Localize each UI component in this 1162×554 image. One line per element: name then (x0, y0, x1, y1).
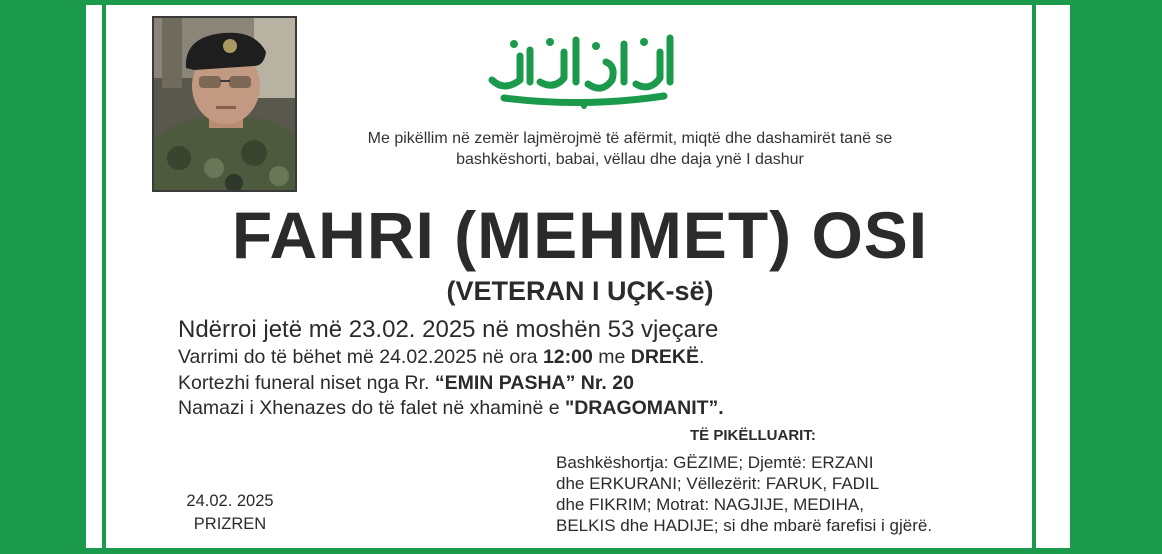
burial-prefix: Varrimi do të bëhet më 24.02.2025 në ora (178, 346, 543, 368)
intro-line-1: Me pikëllim në zemër lajmërojmë të afërmit, miqtë dhe dashamirët tanë se (367, 130, 893, 147)
mourners-line-2: dhe ERKURANI; Vëllezërit: FARUK, FADIL (556, 474, 880, 493)
footer-date: 24.02. 2025 (186, 492, 274, 510)
bottom-green-border (86, 548, 1070, 554)
prayer-mosque: "DRAGOMANIT”. (564, 397, 724, 419)
burial-time: 12:00 (542, 346, 593, 368)
burial-when: DREKË (630, 346, 700, 368)
prayer-prefix: Namazi i Xhenazes do të falet në xhaminë e (178, 397, 565, 419)
left-green-band (0, 0, 86, 554)
death-notice: Ndërroi jetë më 23.02. 2025 në moshën 53 vjeçare (178, 316, 719, 343)
portrait-photo-icon (154, 18, 295, 190)
deceased-title: (VETERAN I UÇK-së) (446, 276, 714, 306)
right-green-band (1070, 0, 1162, 554)
deceased-name: FAHRI (MEHMET) OSI (231, 198, 929, 272)
mourners-line-3: dhe FIKRIM; Motrat: NAGJIJE, MEDIHA, (556, 495, 864, 514)
cortege-prefix: Kortezhi funeral niset nga Rr. (178, 372, 435, 394)
mourners-line-1: Bashkëshortja: GËZIME; Djemtë: ERZANI (556, 453, 874, 472)
prayer-info (178, 397, 724, 420)
cortege-info (178, 372, 634, 395)
portrait-photo (152, 16, 297, 192)
burial-mid: me (592, 346, 631, 368)
arabic-calligraphy (484, 22, 684, 112)
mourners-list (556, 452, 1036, 536)
mourners-line-4: BELKIS dhe HADIJE; si dhe mbarë farefisi i gjërë. (556, 516, 933, 535)
cortege-street: “EMIN PASHA” Nr. 20 (434, 372, 634, 394)
intro-line-2: bashkëshorti, babai, vëllau dhe daja ynë I dashur (456, 151, 804, 168)
burial-end: . (699, 346, 705, 368)
footer-date-place (170, 490, 290, 536)
intro-text (310, 128, 950, 170)
frame-border-left (102, 5, 106, 548)
burial-info (178, 346, 704, 369)
mourners-title: TË PIKËLLUARIT: (690, 427, 816, 444)
footer-place: PRIZREN (193, 515, 267, 533)
arabic-calligraphy-icon (484, 22, 684, 112)
